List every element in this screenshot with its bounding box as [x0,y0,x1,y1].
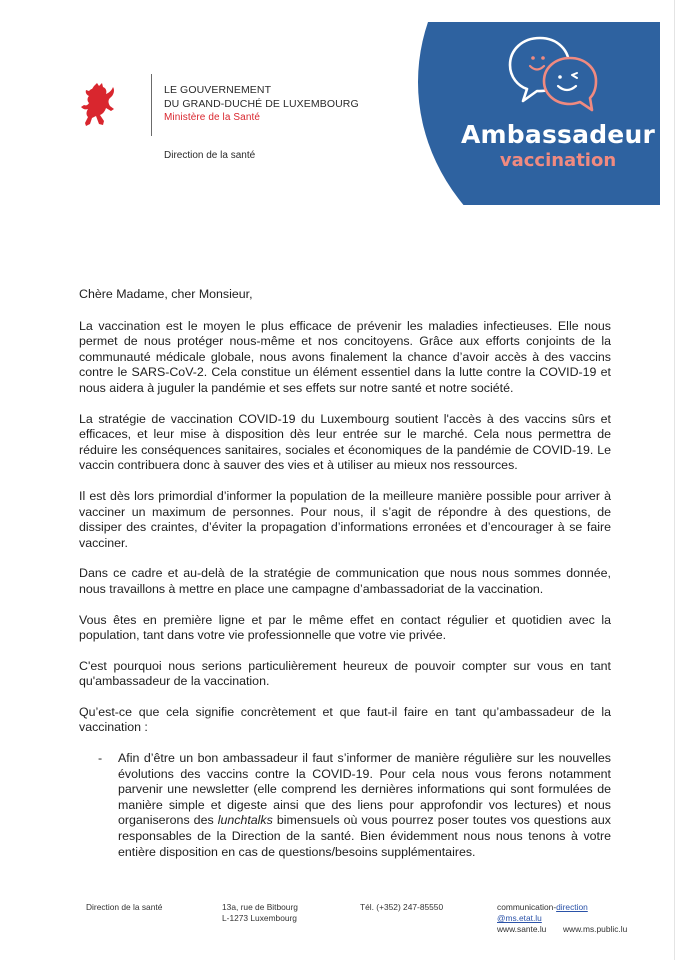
paragraph-7: Qu’est-ce que cela signifie concrètement et que faut-il faire en tant qu’ambassadeur de la vaccination : [79,704,611,735]
footer-email-domain-link[interactable]: @ms.etat.lu [497,913,542,923]
paragraph-1: La vaccination est le moyen le plus efficace de prévenir les maladies infectieuses. Elle nous permet de nous protéger nous-même et nos concitoyens. Grâce aux efforts conjoints de la communauté médicale globale, nous avons finalement la chance d’avoir accès à des vaccins contre le SARS-CoV-2. Cela constitue un élément essentiel dans la lutte contre la COVID-19 et nous aidera à juguler la pandémie et ses effets sur notre santé et notre société. [79,318,611,395]
footer-email-prefix: communication- [497,902,557,912]
footer-address-line1: 13a, rue de Bitbourg [222,902,298,912]
red-lion-icon [80,82,118,130]
paragraph-3: Il est dès lors primordial d’informer la population de la meilleure manière possible pour arriver à vacciner un maximum de personnes. Pour nous, il s’agit de répondre à des questions, de dissiper des craintes, d’éviter la propagation d’informations erronées et d’encourager à se faire vacciner. [79,488,611,550]
header-divider [151,74,152,136]
footer-address-line2: L-1273 Luxembourg [222,913,297,923]
ministry-name: Ministère de la Santé [164,112,261,123]
bullet-item [79,751,611,860]
footer-address [222,902,298,924]
bullet-text-part2: bimensuels où vous pourrez poser toutes vos questions aux responsables de la Direction de la santé. Bien évidemment nous nous tenons à votre entière disposition en cas de questions/besoins supplémentaires. [118,813,611,859]
chat-bubbles-smiley-icon [500,30,610,120]
footer-org: Direction de la santé [86,902,163,912]
page-edge-line [674,0,675,960]
paragraph-2: La stratégie de vaccination COVID-19 du Luxembourg soutient l'accès à des vaccins sûrs et efficaces, et leur mise à disposition dès leur entrée sur le marché. Cela nous permettra de réduire les conséquences sanitaires, sociales et économiques de la pandémie de COVID-19. Le vaccin contribuera donc à sauver des vies et à utiliser au mieux nos ressources. [79,411,611,473]
letter-body [79,287,611,860]
bullet-dash: - [98,751,103,766]
footer-phone: Tél. (+352) 247-85550 [360,902,444,912]
bullet-text-part1: Afin d’être un bon ambassadeur il faut s’informer de manière régulière sur les nouvelles évolutions des vaccins contre la COVID-19. Pour cela nous vous ferons notamment parvenir une newsletter (elle comprend les dernières informations qui sont formulées de manière simple et digeste ainsi que des liens pour approfondir vos lectures) et nous organiserons des [118,751,611,828]
bullet-list [79,751,611,860]
footer-website-sante[interactable]: www.sante.lu [497,924,547,934]
footer-contact [497,902,627,935]
badge-subtitle: vaccination [499,150,617,171]
bullet-text-italic: lunchtalks [217,813,273,828]
footer-website-ms[interactable]: www.ms.public.lu [563,924,628,934]
paragraph-4: Dans ce cadre et au-delà de la stratégie de communication que nous nous sommes donnée, nous travaillons à mettre en place une campagne d’ambassadoriat de la vaccination. [79,566,611,596]
government-name [164,84,359,125]
salutation: Chère Madame, cher Monsieur, [79,287,253,301]
gov-line-1: LE GOUVERNEMENT [164,84,272,96]
footer-email-link[interactable]: direction [556,902,588,912]
paragraph-5: Vous êtes en première ligne et par le même effet en contact régulier et quotidien avec la population, tant dans votre vie professionnelle que votre vie privée. [79,612,611,643]
direction-label: Direction de la santé [164,150,256,161]
gov-line-2: DU GRAND-DUCHÉ DE LUXEMBOURG [164,97,359,110]
ambassadeur-vaccination-badge [418,22,660,205]
badge-title: Ambassadeur [461,120,655,149]
paragraph-6: C'est pourquoi nous serions particulièrement heureux de pouvoir compter sur vous en tant qu'ambassadeur de la vaccination. [79,658,611,689]
